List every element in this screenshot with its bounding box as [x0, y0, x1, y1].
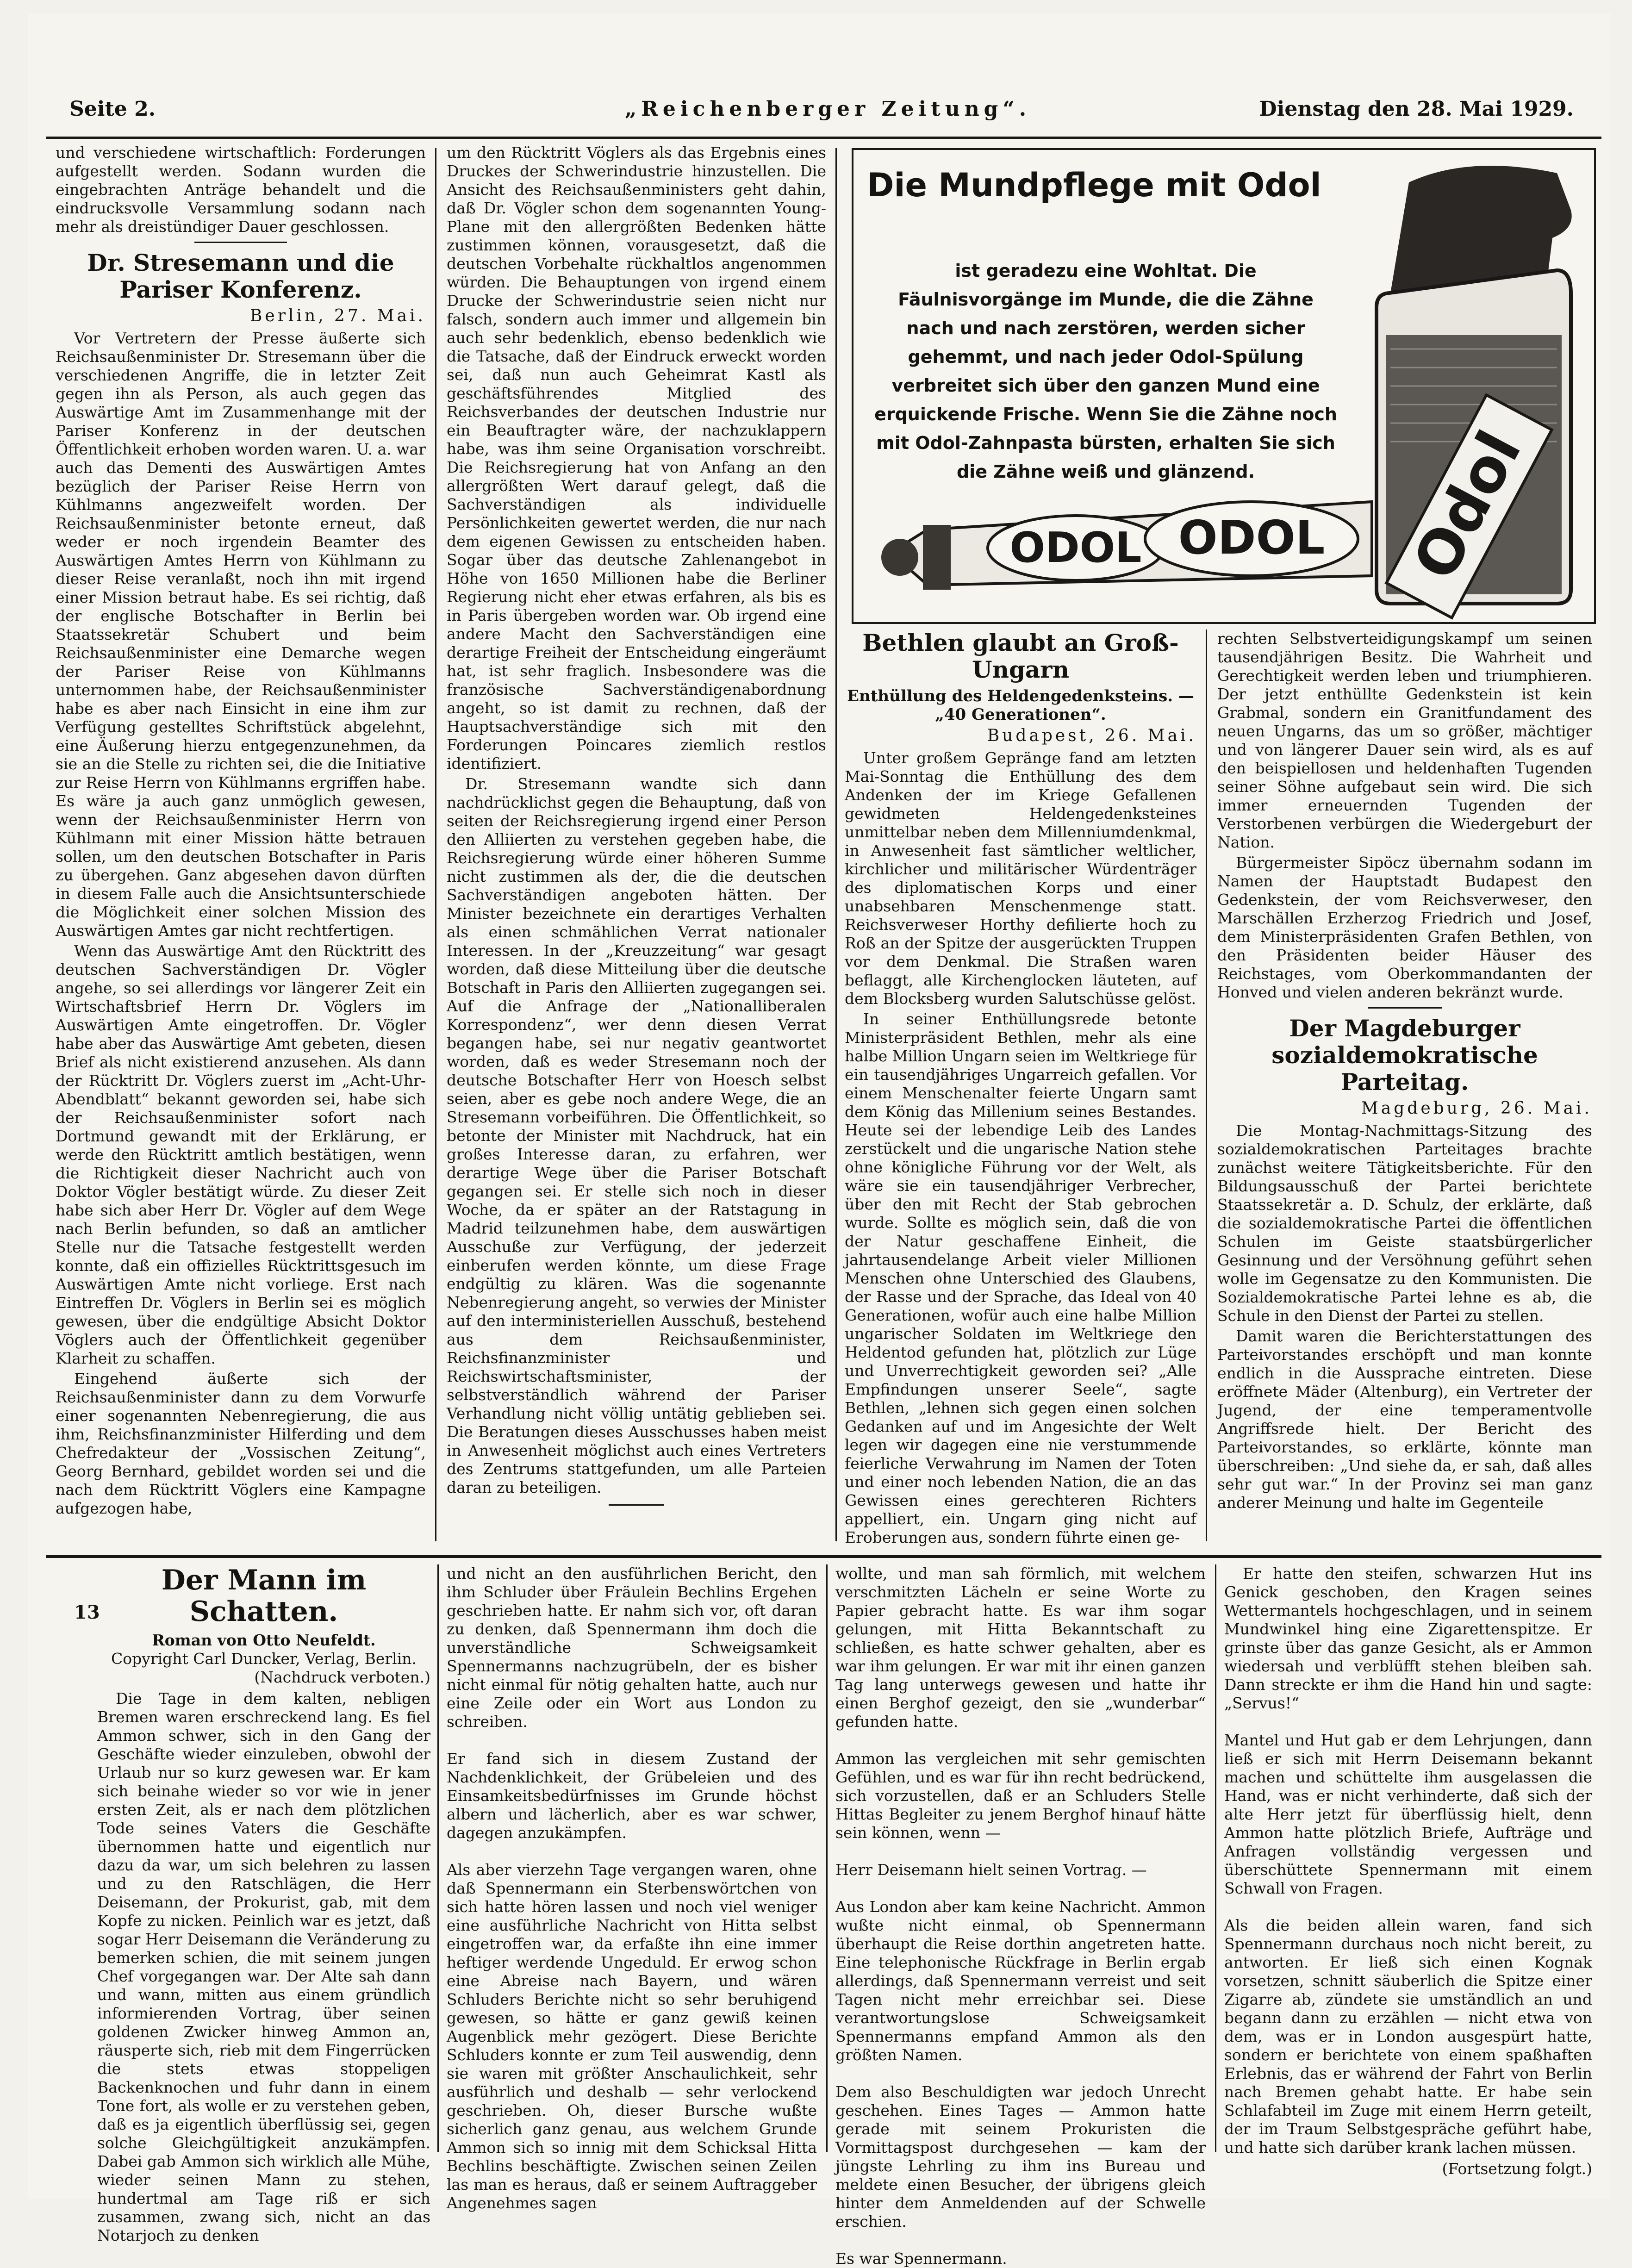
- feuilleton-rule: [46, 1555, 1601, 1558]
- previous-article-end: und verschiedene wirtschaftlich: Forderungen aufgestellt werden. Sodann wurden die eingebrachten Anträge behandelt und die eindrucksvolle Versammlung sodann nach mehr als dreistündiger Dauer geschlossen.: [56, 143, 426, 236]
- column-stresemann-cont: [447, 143, 826, 1546]
- ad-text: ist geradezu eine Wohltat. Die Fäulnisvorgänge im Munde, die die Zähne nach und nach zerstören, werden sicher gehemmt, und nach jeder Odol-Spülung verbreitet sich über den ganzen Mund eine erquickende Frische. Wenn Sie die Zähne noch mit Odol-Zahnpasta bürsten, erhalten Sie sich die Zähne weiß und glänzend.: [874, 261, 1337, 482]
- column-divider: [826, 1564, 828, 2152]
- subtitle-bethlen: Enthüllung des Heldengedenksteins. — „40 Generationen“.: [847, 687, 1194, 724]
- dateline-magdeburg: Magdeburg, 26. Mai.: [1361, 1099, 1592, 1118]
- serial-paragraph: und nicht an den ausführlichen Bericht, den ihm Schluder über Fräulein Bechlins Ergehen geschrieben hatte. Er nahm sich vor, oft daran zu denken, daß Spennermann ihm doch die unverständliche Schweigsamkeit Spennermanns nachzugrübeln, der es bisher nicht einmal für nötig gehalten hatte, auch nur eine Zeile oder ein Wort aus London zu schreiben. Er fand sich in diesem Zustand der Nachdenklichkeit, der Grübeleien und des Einsamkeitsbedürfnisses im Grunde höchst albern und lächerlich, aber es war schwer, dagegen anzukämpfen. Als aber vierzehn Tage vergangen waren, ohne daß Spennermann ein Sterbenswörtchen von sich hatte hören lassen und noch viel weniger eine ausführliche Nachricht von Hitta selbst eingetroffen war, da erfaßte ihn eine immer heftiger werdende Ungeduld. Er erwog schon eine Abreise nach Bayern, und wären Schluders Berichte nicht so sehr beruhigend gewesen, so hätte er ganz gewiß keinen Augenblick mehr gezögert. Diese Berichte Schluders konnte er zum Teil auswendig, denn sie waren mit größter Anschaulichkeit, sehr ausführlich und deshalb — sehr verlockend geschrieben. Oh, dieser Bursche wußte sicherlich ganz genau, aus welchem Grunde Ammon sich so innig mit dem Schicksal Hitta Bechlins beschäftigte. Zwischen seinen Zeilen las man es heraus, daß er seinem Auftraggeber Angenehmes sagen: [447, 1564, 817, 2212]
- issue-date: Dienstag den 28. Mai 1929.: [1259, 97, 1574, 121]
- odol-bottle-illustration: [1353, 155, 1585, 613]
- article-paragraph: Wenn das Auswärtige Amt den Rücktritt des deutschen Sachverständigen Dr. Vögler angehe, so sei allerdings vor längerer Zeit ein Wirtschaftsbrief Herrn Dr. Vöglers im Auswärtigen Amte eingetroffen. Dr. Vögler habe aber das Auswärtige Amt gebeten, diesen Brief als nicht existierend anzusehen. Als dann der Rücktritt Dr. Vöglers zuerst im „Acht-Uhr-Abendblatt“ bekannt geworden sei, habe sich der Reichsaußenminister sofort nach Dortmund gewandt mit der Erklärung, er werde den Rücktritt amtlich bestätigen, wenn die Richtigkeit dieser Nachricht auch von Doktor Vögler bestätigt würde. Zu dieser Zeit habe sich aber Herr Dr. Vögler auf dem Wege nach Berlin befunden, so daß an amtlicher Stelle nur die Tatsache festgestellt werden konnte, daß ein offizielles Rücktrittsgesuch im Auswärtigen Amte nicht vorliege. Erst nach Eintreffen Dr. Vöglers in Berlin sei es möglich gewesen, über die endgültige Absicht Doktor Vöglers auch der Öffentlichkeit gegenüber Klarheit zu schaffen.: [56, 942, 426, 1367]
- bottle-label: Odol: [1399, 419, 1535, 591]
- column-divider: [1215, 1564, 1216, 2152]
- column-stresemann: [56, 143, 426, 1546]
- article-paragraph: rechten Selbstverteidigungskampf um seinen tausendjährigen Besitz. Die Wahrheit und Gerechtigkeit werden leben und triumphieren. Der jetzt enthüllte Gedenkstein ist kein Grabmal, sondern ein Granitfundament des neuen Ungarns, das um so größer, mächtiger und von längerer Dauer sein wird, als es auf den beispiellosen und heldenhaften Tugenden seiner Söhne aufgebaut sein wird. Die sich immer erneuernden Tugenden der Verstorbenen verbürgen die Wiedergeburt der Nation.: [1217, 629, 1592, 851]
- article-paragraph: Unter großem Gepränge fand am letzten Mai-Sonntag die Enthüllung des dem Andenken der im Kriege Gefallenen gewidmeten Heldengedenksteines unmittelbar neben dem Millenniumdenkmal, in Anwesenheit fast sämtlicher weltlicher, kirchlicher und militärischer Würdenträger des diplomatischen Korps und einer unabsehbaren Menschenmenge statt. Reichsverweser Horthy defilierte hoch zu Roß an der Spitze der ausgerückten Truppen vor dem Denkmal. Die Straßen waren beflaggt, alle Kirchenglocken läuteten, auf dem Blocksberg wurden Salutschüsse gelöst.: [845, 749, 1196, 1008]
- newspaper-name: „Reichenberger Zeitung“.: [625, 97, 1031, 121]
- dateline-budapest: Budapest, 26. Mai.: [987, 726, 1196, 745]
- serial-copyright: Copyright Carl Duncker, Verlag, Berlin.: [111, 1650, 417, 1668]
- serial-author: Roman von Otto Neufeldt.: [152, 1631, 376, 1649]
- serial-instalment-number: 13: [74, 1601, 100, 1623]
- separator: [1368, 1007, 1442, 1009]
- serial-title: Der Mann im Schatten.: [161, 1564, 367, 1628]
- tube-label-2: ODOL: [1178, 511, 1325, 565]
- odol-advertisement: [852, 148, 1596, 624]
- page-header: [46, 97, 1601, 139]
- dateline-berlin: Berlin, 27. Mai.: [249, 306, 426, 325]
- tube-label-1: ODOL: [1009, 523, 1142, 572]
- column-divider: [1206, 629, 1207, 1541]
- column-bethlen-cont: [1217, 629, 1592, 1546]
- column-divider: [437, 1564, 439, 2152]
- article-paragraph: um den Rücktritt Vöglers als das Ergebnis eines Druckes der Schwerindustrie hinzustellen. Die Ansicht des Reichsaußenministers geht dahin, daß Dr. Vögler schon dem sogenannten Young-Plane mit den allergrößten Bedenken hätte zustimmen können, vorausgesetzt, daß die deutschen Vorbehalte rückhaltlos angenommen würden. Die Behauptungen von irgend einem Drucke der Schwerindustrie seien nicht nur falsch, sondern auch immer und allgemein bin auch sehr bedenklich, ebenso bedenklich wie die Tatsache, daß der Eindruck erweckt worden sei, daß nun auch Geheimrat Kastl als geschäftsführendes Mitglied des Reichsverbandes der deutschen Industrie nur ein Beauftragter wäre, der nachzuklappern habe, was ihm seine Organisation vorschreibt. Die Reichsregierung hat von Anfang an den allergrößten Wert darauf gelegt, daß die Sachverständigen als individuelle Persönlichkeiten gewertet werden, die nur nach dem eigenen Gewissen zu entscheiden haben. Sogar über das deutsche Zahlenangebot in Höhe von 1650 Millionen habe die Berliner Regierung nicht eher etwas erfahren, als bis es in Paris übergeben worden war. Ob irgend eine andere Macht den Sachverständigen eine derartige Freiheit der Entscheidung eingeräumt hat, ist sehr fraglich. Insbesondere was die französische Sachverständigenabordnung angeht, so ist damit zu rechnen, daß der Hauptsachverständige sich mit den Forderungen Poincares ziemlich restlos identifiziert.: [447, 143, 826, 773]
- end-mark: [609, 1504, 664, 1506]
- article-paragraph: Die Montag-Nachmittags-Sitzung des sozialdemokratischen Parteitages brachte zunächst weitere Tätigkeitsberichte. Für den Bildungsausschuß der Partei berichtete Staatssekretär a. D. Schulz, der erklärte, daß die sozialdemokratische Partei die öffentlichen Schulen im Geiste staatsbürgerlicher Gesinnung und der Versöhnung geführt sehen wolle im Gegensatze zu den Kommunisten. Die Sozialdemokratische Partei lehne es ab, die Schule in den Dienst der Partei zu stellen.: [1217, 1122, 1592, 1325]
- header-rule: [46, 137, 1601, 139]
- separator: [194, 242, 287, 243]
- article-paragraph: Eingehend äußerte sich der Reichsaußenminister dann zu dem Vorwurfe einer sogenannten Nebenregierung, die aus ihm, Reichsfinanzminister Hilferding und dem Chefredakteur der „Vossischen Zeitung“, Georg Bernhard, gebildet worden sei und die nach dem Rücktritt Vöglers eine Kampagne aufgezogen habe,: [56, 1370, 426, 1517]
- continued-note: (Fortsetzung folgt.): [1442, 2160, 1592, 2178]
- odol-tube-illustration: [872, 474, 1381, 613]
- column-divider: [835, 148, 837, 1541]
- serial-paragraph: Die Tage in dem kalten, nebligen Bremen waren erschreckend lang. Es fiel Ammon schwer, sich in den Gang der Geschäfte wieder einzuleben, obwohl der Urlaub nur so kurz gewesen war. Er kam sich beinahe wieder so vor wie in jener ersten Zeit, als er nach dem plötzlichen Tode seines Vaters die Geschäfte übernommen hatte und eigentlich nur dazu da war, um sich belehren zu lassen und zu den Ratschlägen, die Herr Deisemann, der Prokurist, gab, mit dem Kopfe zu nicken. Peinlich war es jetzt, daß sogar Herr Deisemann die Veränderung zu bemerken schien, die mit seinem jungen Chef vorgegangen war. Der Alte sah dann und wann, mitten aus einem gründlich informierenden Vortrag, über seinen goldenen Zwicker hinweg Ammon an, räusperte sich, rieb mit dem Fingerrücken die stets etwas stoppeligen Backenknochen und fuhr dann in einem Tone fort, als wolle er zu verstehen geben, daß es ja eigentlich überflüssig sei, gegen solche Gleichgültigkeit anzukämpfen. Dabei gab Ammon sich wirklich alle Mühe, wieder seinen Mann zu stehen, hundertmal am Tage riß er sich zusammen, zwang sich, nicht an das Notarjoch zu denken: [97, 1689, 430, 2244]
- page-number: Seite 2.: [69, 97, 156, 121]
- headline-stresemann: Dr. Stresemann und die Pariser Konferenz.: [87, 249, 394, 303]
- ad-title: Die Mundpflege mit Odol: [867, 166, 1321, 204]
- headline-magdeburg: Der Magdeburger sozialdemokratische Parteitag.: [1271, 1015, 1538, 1096]
- column-bethlen: [845, 629, 1196, 1546]
- serial-column-4: [1224, 1564, 1592, 2178]
- serial-reprint-note: (Nachdruck verboten.): [254, 1668, 430, 1686]
- serial-paragraph: Er hatte den steifen, schwarzen Hut ins Genick geschoben, den Kragen seines Wettermantels hochgeschlagen, und in seinem Mundwinkel hing eine Zigarettenspitze. Er grinste über das ganze Gesicht, als er Ammon wiedersah und verblüfft stehen bleiben sah. Dann streckte er ihm die Hand hin und sagte: „Servus!“ Mantel und Hut gab er dem Lehrjungen, dann ließ er sich mit Herrn Deisemann bekannt machen und schüttelte ihm ausgelassen die Hand, was er nicht verhinderte, daß sich der alte Herr jetzt für überflüssig hielt, denn Ammon hatte plötzlich Briefe, Aufträge und Anfragen vollständig vergessen und überschüttete Spennermann mit einem Schwall von Fragen. Als die beiden allein waren, fand sich Spennermann durchaus noch nicht bereit, zu antworten. Er ließ sich einen Kognak vorsetzen, schnitt säuberlich die Spitze einer Zigarre ab, zündete sie umständlich an und begann dann zu erzählen — nicht etwa von dem, was er in London ausgespürt hatte, sondern er berichtete von einem spaßhaften Erlebnis, das er während der Fahrt von Berlin nach Bremen gehabt hatte. Er habe sein Schlafabteil im Zuge mit einem Herrn geteilt, der im Traum Selbstgespräche geführt habe, und hatte sich darüber krank lachen müssen.: [1224, 1564, 1592, 2156]
- article-paragraph: Bürgermeister Sipöcz übernahm sodann im Namen der Hauptstadt Budapest den Gedenkstein, der vom Reichsverweser, den Marschällen Erzherzog Friedrich und Josef, dem Ministerpräsidenten Grafen Bethlen, von den Präsidenten beider Häuser des Reichstages, vom Oberkommandanten der Honved und vielen anderen bekränzt wurde.: [1217, 854, 1592, 1001]
- headline-bethlen: Bethlen glaubt an Groß-Ungarn: [862, 629, 1179, 683]
- article-paragraph: Dr. Stresemann wandte sich dann nachdrücklichst gegen die Behauptung, daß von seiten der Reichsregierung irgend einer Person den Alliierten zu verstehen gegeben habe, die Reichsregierung würde einer höheren Summe nicht zustimmen als der, die die deutschen Sachverständigen angeboten hätten. Der Minister bezeichnete ein derartiges Verhalten als einen schmählichen Verrat nationaler Interessen. In der „Kreuzzeitung“ war gesagt worden, daß diese Mitteilung über die deutsche Botschaft in Paris den Alliierten zugegangen sei. Auf die Anfrage der „Nationalliberalen Korrespondenz“, wer denn diesen Verrat begangen habe, sei nur negativ geantwortet worden, daß es weder Stresemann noch der deutsche Botschafter Herr von Hoesch selbst seien, aber es gebe noch andere Wege, die an Stresemann vorbeiführen. Die Öffentlichkeit, so betonte der Minister mit Nachdruck, hat ein großes Interesse daran, zu erfahren, wer derartige Wege über die Pariser Botschaft gegangen sei. Er stelle sich noch in dieser Woche, da er später an der Ratstagung in Madrid teilzunehmen habe, dem auswärtigen Ausschuße zur Verfügung, der jederzeit einberufen werden könnte, um diese Frage endgültig zu klären. Was die sogenannte Nebenregierung angeht, so verwies der Minister auf den interministeriellen Ausschuß, bestehend aus dem Reichsaußenminister, Reichsfinanzminister und Reichswirtschaftsminister, der selbstverständlich während der Pariser Verhandlung nicht völlig untätig geblieben sei. Die Beratungen dieses Ausschusses haben meist in Anwesenheit möglichst auch eines Vertreters des Zentrums stattgefunden, um alle Parteien daran zu beteiligen.: [447, 775, 826, 1496]
- article-paragraph: Damit waren die Berichterstattungen des Parteivorstandes erschöpft und man konnte endlich in die Aussprache eintreten. Diese eröffnete Mäder (Altenburg), ein Vertreter der Jugend, der eine temperamentvolle Angriffsrede hielt. Der Bericht des Parteivorstandes, so erklärte, könnte man überschreiben: „Und siehe da, er sah, daß alles sehr gut war.“ In der Provinz sei man ganz anderer Meinung und halte im Gegenteile: [1217, 1327, 1592, 1512]
- serial-column-2: [447, 1564, 817, 2212]
- article-paragraph: Vor Vertretern der Presse äußerte sich Reichsaußenminister Dr. Stresemann über die verschiedenen Angriffe, die in letzter Zeit gegen ihn als Person, als auch gegen das Auswärtige Amt im Zusammenhange mit der Pariser Konferenz in der deutschen Öffentlichkeit erhoben worden waren. U. a. war auch das Dementi des Auswärtigen Amtes bezüglich der Pariser Reise Herrn von Kühlmanns angezweifelt worden. Der Reichsaußenminister betonte erneut, daß weder er noch irgendein Beamter des Auswärtigen Amtes Herrn von Kühlmann zu dieser Reise veranlaßt, noch ihn mit irgend einer Mission betraut habe. Es sei richtig, daß der englische Botschafter in Berlin bei Staatssekretär Schubert und beim Reichsaußenminister eine Demarche wegen der Pariser Reise von Kühlmanns unternommen habe, der Reichsaußenminister habe es aber nach Einsicht in eine ihm zur Verfügung gestelltes Schriftstück abgelehnt, eine Äußerung hierzu entgegenzunehmen, da sie an die Stelle zu richten sei, die die Initiative zur Reise Herrn von Kühlmanns ergriffen habe. Es wäre ja auch ganz unmöglich gewesen, wenn der Reichsaußenminister Herrn von Kühlmann mit einer Mission hätte betrauen sollen, um den deutschen Botschafter in Paris zu übergehen. Ganz abgesehen davon dürften in diesem Falle auch die Ansichtsunterschiede die Möglichkeit einer solchen Mission des Auswärtigen Amtes gar nicht rechtfertigen.: [56, 329, 426, 940]
- column-divider: [435, 148, 436, 1541]
- serial-column-3: [835, 1564, 1206, 2268]
- serial-paragraph: wollte, und man sah förmlich, mit welchem verschmitzten Lächeln er seine Worte zu Papier gebracht hatte. Es war ihm sogar gelungen, mit Hitta Bekanntschaft zu schließen, es hatte schwer gehalten, aber es war ihm gelungen. Er war mit ihr einen ganzen Tag lang unterwegs gewesen und hatte ihr einen Berghof gezeigt, den sie „wunderbar“ gefunden hatte. Ammon las vergleichen mit sehr gemischten Gefühlen, und es war für ihn recht bedrückend, sich vorzustellen, daß er an Schluders Stelle Hittas Begleiter zu jenem Berghof hinauf hätte sein können, wenn — Herr Deisemann hielt seinen Vortrag. — Aus London aber kam keine Nachricht. Ammon wußte nicht einmal, ob Spennermann überhaupt die Reise dorthin angetreten hatte. Eine telephonische Rückfrage in Berlin ergab allerdings, daß Spennermann verreist und seit Tagen nicht mehr erreichbar sei. Diese verantwortungslose Schweigsamkeit Spennermanns empfand Ammon als den größten Namen. Dem also Beschuldigten war jedoch Unrecht geschehen. Eines Tages — Ammon hatte gerade mit seinem Prokuristen die Vormittagspost durchgesehen — kam der jüngste Lehrling zu ihm ins Bureau und meldete einen Besucher, der übrigens gleich hinter dem Anmeldenden auf der Schwelle erschien. Es war Spennermann.: [835, 1564, 1206, 2268]
- newspaper-page: [28, 14, 1611, 2268]
- serial-column-1: [97, 1564, 430, 2244]
- article-paragraph: In seiner Enthüllungsrede betonte Ministerpräsident Bethlen, mehr als eine halbe Million Ungarn seien im Weltkriege für ein tausendjähriges Ungarreich gefallen. Vor einem Menschenalter feierte Ungarn samt dem König das Millenium seines Bestandes. Heute sei der lebendige Leib des Landes zerstückelt und die ungarische Nation stehe ohne königliche Führung vor der Welt, als wäre sie ein tausendjähriger Verbrecher, über den mit Recht der Stab gebrochen wurde. Sollte es möglich sein, daß die von der Natur geschaffene Einheit, die jahrtausendelange Arbeit vieler Millionen Menschen ohne Unterschied des Glaubens, der Rasse und der Sprache, das Ideal von 40 Generationen, wofür auch eine halbe Million ungarischer Soldaten im Weltkriege den Heldentod gefunden hat, plötzlich zur Lüge und Unverrechtigkeit geworden sei? „Alle Empfindungen unserer Seele“, sagte Bethlen, „lehnen sich gegen einen solchen Gedanken auf und im Angesichte der Welt legen wir dagegen eine nie verstummende feierliche Verwahrung im Namen der Toten und einer noch lebenden Nation, die an das Gewissen eines gerechteren Richters appelliert, ein. Ungarn ging nicht auf Eroberungen aus, sondern führte einen ge-: [845, 1010, 1196, 1546]
